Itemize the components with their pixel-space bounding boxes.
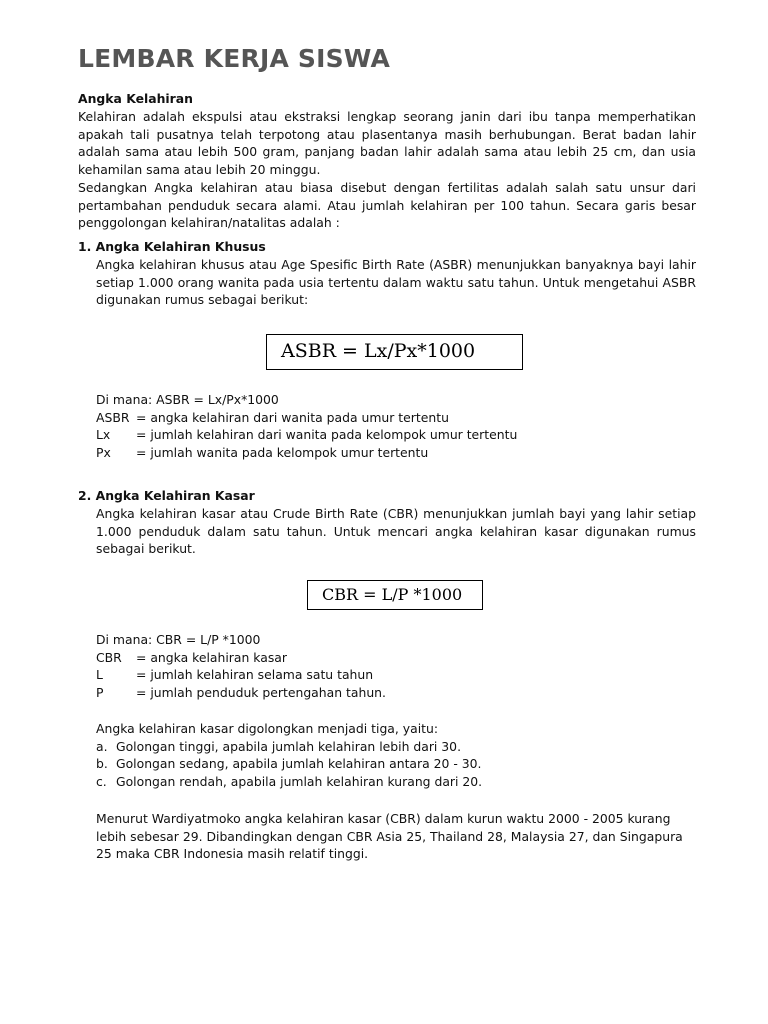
page-title: LEMBAR KERJA SISWA [78,44,391,73]
where-line: Di mana: ASBR = Lx/Px*1000 [96,392,279,407]
text-line: sebagai berikut. [96,541,196,557]
text-line: Angka kelahiran kasar atau Crude Birth Rate (CBR) menunjukkan jumlah bayi yang lahir setiap [96,506,696,521]
text-line: 25 maka CBR Indonesia masih relatif tinggi. [96,846,369,862]
intro-heading: Angka Kelahiran [78,91,193,106]
text-line: 1.000 penduduk dalam satu tahun. Untuk mencari angka kelahiran kasar digunakan rumus [96,523,696,539]
text-line: apakah tali pusatnya telah terpotong atau plasentanya masih berhubungan. Berat badan lahir [78,126,696,142]
list-item [96,738,696,756]
text-line: adalah sama atau lebih 500 gram, panjang badan lahir adalah sama atau lebih 25 cm, dan usia [78,144,696,160]
definition-row [96,684,696,702]
definition-term: CBR [96,649,122,665]
list-text: Golongan sedang, apabila jumlah kelahiran antara 20 - 30. [116,756,482,772]
list-text: Golongan rendah, apabila jumlah kelahiran kurang dari 20. [116,773,483,789]
list-text: Golongan tinggi, apabila jumlah kelahiran lebih dari 30. [116,738,462,754]
classification-intro: Angka kelahiran kasar digolongkan menjadi tiga, yaitu: [96,721,439,736]
asbr-formula: ASBR = Lx/Px*1000 [281,340,476,363]
list-marker: c. [96,773,107,789]
intro-paragraph-1 [78,108,696,178]
text-line: Angka kelahiran khusus atau Age Spesific Birth Rate (ASBR) menunjukkan banyaknya bayi lahir [96,257,696,272]
list-marker: b. [96,756,108,772]
definition-term: Px [96,444,111,460]
text-line: Kelahiran adalah ekspulsi atau ekstraksi lengkap seorang janin dari ibu tanpa memperhatikan [78,109,696,124]
list-marker: a. [96,738,108,754]
section-1-where [96,391,696,461]
definition-row [96,409,696,427]
definition-value: = angka kelahiran dari wanita pada umur tertentu [136,409,449,425]
text-line: kehamilan sama atau lebih 20 minggu. [78,161,321,177]
asbr-formula-box [266,334,523,370]
section-2-where [96,631,696,701]
section-2-body [96,505,696,558]
definition-term: ASBR [96,409,130,425]
definition-value: = jumlah wanita pada kelompok umur tertentu [136,444,429,460]
where-line: Di mana: CBR = L/P *1000 [96,632,261,647]
text-line: Sedangkan Angka kelahiran atau biasa disebut dengan fertilitas adalah salah satu unsur dari [78,180,696,195]
section-2-heading: 2. Angka Kelahiran Kasar [78,488,255,503]
cbr-formula: CBR = L/P *1000 [322,585,463,605]
section-1-body [96,256,696,309]
definition-value: = jumlah penduduk pertengahan tahun. [136,684,386,700]
list-item [96,755,696,773]
text-line: setiap 1.000 orang wanita pada usia tertentu dalam waktu satu tahun. Untuk mengetahui ASBR [96,274,696,290]
definition-row [96,666,696,684]
definition-value: = angka kelahiran kasar [136,649,287,665]
text-line: penggolongan kelahiran/natalitas adalah : [78,215,340,231]
text-line: digunakan rumus sebagai berikut: [96,292,309,308]
definition-row [96,444,696,462]
closing-paragraph [96,810,686,863]
definition-value: = jumlah kelahiran dari wanita pada kelompok umur tertentu [136,427,518,443]
text-line: Menurut Wardiyatmoko angka kelahiran kasar (CBR) dalam kurun waktu 2000 - 2005 kurang [96,811,671,826]
cbr-formula-box [307,580,483,610]
definition-row [96,426,696,444]
definition-term: Lx [96,427,111,443]
classification-block [96,720,696,790]
definition-term: P [96,684,104,700]
definition-term: L [96,667,103,683]
intro-paragraph-2 [78,179,696,232]
text-line: pertambahan penduduk secara alami. Atau jumlah kelahiran per 100 tahun. Secara garis besar [78,197,696,213]
definition-row [96,649,696,667]
list-item [96,773,696,791]
section-1-heading: 1. Angka Kelahiran Khusus [78,239,266,254]
definition-value: = jumlah kelahiran selama satu tahun [136,667,374,683]
text-line: lebih sebesar 29. Dibandingkan dengan CBR Asia 25, Thailand 28, Malaysia 27, dan Singapura [96,828,683,844]
